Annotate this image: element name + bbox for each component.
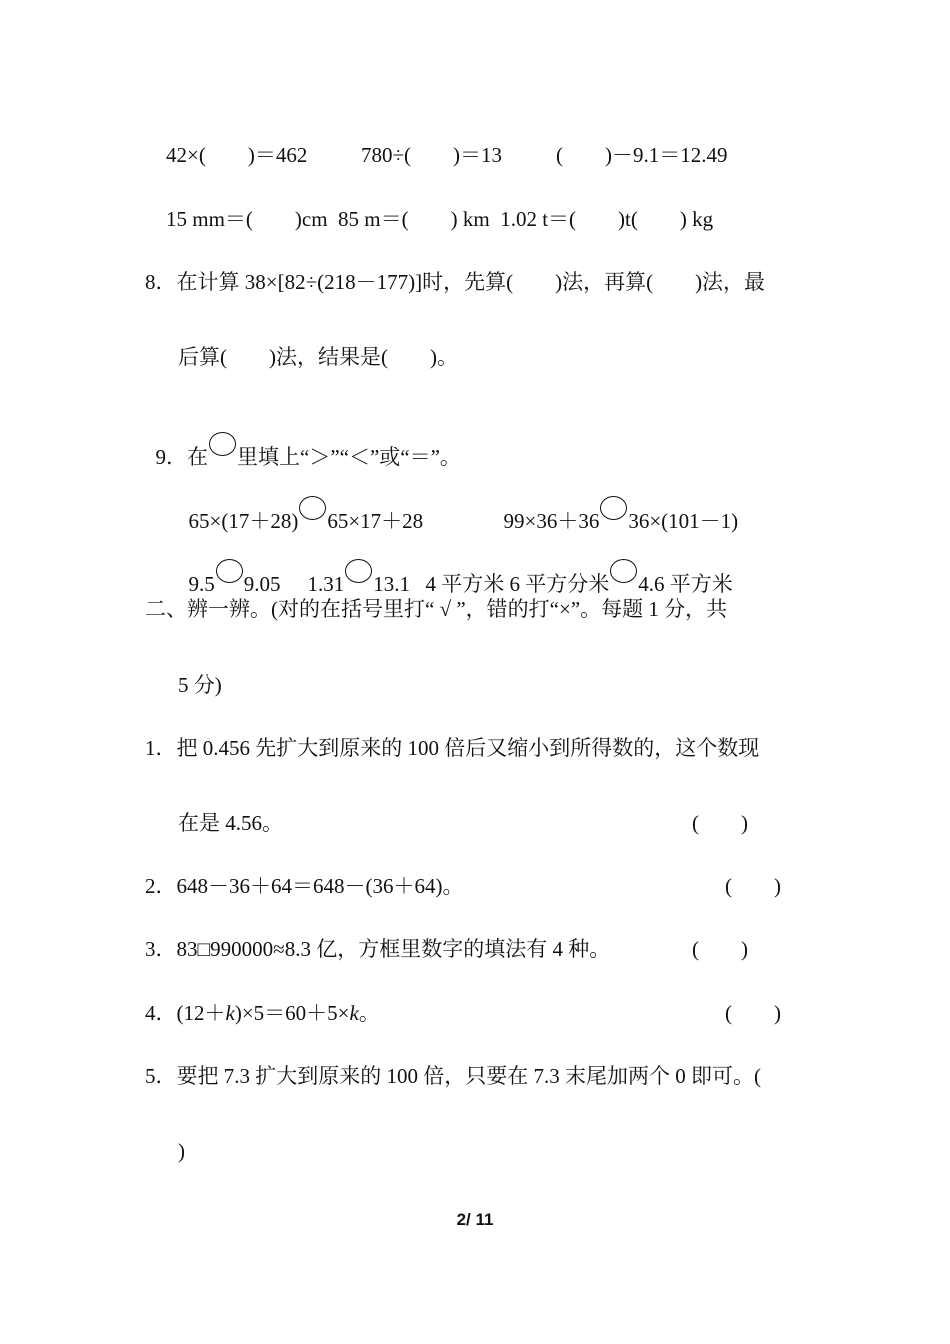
compare-row-1b — [493, 470, 738, 534]
question-8-line1: 8．在计算 38×[82÷(218－177)]时，先算( )法，再算( )法，最 — [145, 270, 766, 294]
expr-left: 99×36＋36 — [503, 509, 600, 533]
expr-left: 9.5 — [188, 572, 215, 596]
judge-1-line2: 在是 4.56。 — [178, 811, 283, 835]
fill-blank-subtraction: ( )－9.1＝12.49 — [556, 143, 728, 167]
section-2-heading-cont: 5 分) — [178, 673, 222, 697]
expr-part: 。 — [358, 1001, 380, 1025]
judge-5-line1: 5．要把 7.3 扩大到原来的 100 倍，只要在 7.3 末尾加两个 0 即可。( — [145, 1064, 761, 1088]
q9-suffix: 里填上“＞”“＜”或“＝”。 — [237, 445, 461, 469]
expr-left: 1.31 — [307, 572, 345, 596]
compare-circle-icon[interactable] — [299, 496, 326, 520]
expr-right: 13.1 — [373, 572, 410, 596]
compare-circle-icon[interactable] — [345, 559, 372, 583]
expr-right: 4.6 平方米 — [638, 572, 733, 596]
compare-row-2a — [178, 533, 281, 597]
answer-bracket-1[interactable]: ( ) — [692, 811, 748, 835]
page-number: 2/ 11 — [456, 1210, 494, 1229]
fill-blank-units: 15 mm＝( )cm 85 m＝( ) km 1.02 t＝( )t( ) kg — [166, 207, 714, 231]
section-2-heading: 二、辨一辨。(对的在括号里打“ √ ”，错的打“×”。每题 1 分，共 — [145, 597, 728, 621]
compare-row-2c — [415, 533, 733, 597]
compare-row-2b — [297, 533, 410, 597]
variable-k: k — [225, 1001, 235, 1025]
expr-right: 65×17＋28 — [327, 509, 424, 533]
expr-part: )×5＝60＋5× — [234, 1001, 350, 1025]
expr-right: 9.05 — [243, 572, 281, 596]
expr-part: 4．(12＋ — [145, 1001, 226, 1025]
compare-circle-icon[interactable] — [600, 496, 627, 520]
expr-right: 36×(101－1) — [628, 509, 739, 533]
compare-circle-icon — [209, 432, 236, 456]
fill-blank-quotient: 780÷( )＝13 — [361, 143, 503, 167]
variable-k: k — [349, 1001, 359, 1025]
compare-circle-icon[interactable] — [610, 559, 637, 583]
answer-bracket-2[interactable]: ( ) — [725, 874, 781, 898]
question-9-prompt — [145, 406, 461, 470]
compare-circle-icon[interactable] — [216, 559, 243, 583]
judge-2: 2．648－36＋64＝648－(36＋64)。 — [145, 874, 464, 898]
expr-left: 65×(17＋28) — [188, 509, 299, 533]
answer-bracket-4[interactable]: ( ) — [725, 1001, 781, 1025]
answer-bracket-3[interactable]: ( ) — [692, 937, 748, 961]
judge-1-line1: 1．把 0.456 先扩大到原来的 100 倍后又缩小到所得数的，这个数现 — [145, 736, 760, 760]
q9-prefix: 9．在 — [155, 445, 208, 469]
judge-5-line2: ) — [178, 1139, 185, 1163]
expr-left: 4 平方米 6 平方分米 — [425, 572, 610, 596]
judge-3: 3．83□990000≈8.3 亿，方框里数字的填法有 4 种。 — [145, 937, 611, 961]
compare-row-1a — [178, 470, 423, 534]
question-8-line2: 后算( )法，结果是( )。 — [178, 345, 458, 369]
fill-blank-division: 42×( )＝462 — [166, 143, 308, 167]
judge-4 — [145, 1000, 380, 1026]
